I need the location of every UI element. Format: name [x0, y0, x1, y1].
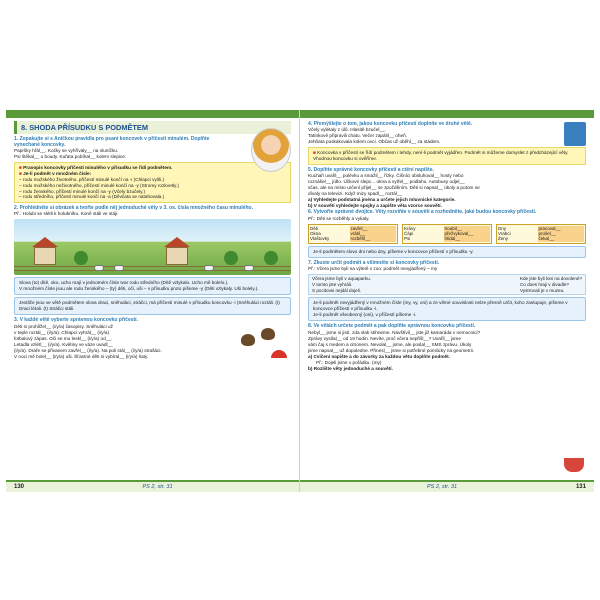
- exercise-4-lines: Včely vylétaly z úlů. Hlasitě bzučel__. Tatínkové připravili chatu. Večer zapálil__ oheň. Jehňata poskakovala kolem ovcí. Občas už oběhl__ za stádem.: [308, 127, 441, 145]
- left-page: [6, 110, 300, 492]
- exercise-5: 5. Doplňte správné koncovky příčestí a ctění napište.: [308, 167, 434, 174]
- right-page: [300, 110, 594, 492]
- exercise-7-example: Př.: Včera jsme byli na výletě v zoo: podmět nevyjádřený – my: [308, 266, 438, 272]
- workbook-ref: PS 2, str. 31: [426, 484, 458, 490]
- word-box-3: Dny Vrabci Ženy pracoval__ prošel__ čekal__: [496, 224, 586, 244]
- workbook-ref: PS 2, str. 31: [142, 484, 173, 490]
- info-box-2: Jestliže jsou ve větě podmětem slova draci, sněhuláci, stráčci, má příčestí minulé v přísudku koncovku -i (Sněhuláci roztáli. (t) Draci létali. (t) Stráčci stáli.: [14, 297, 291, 315]
- page-number: 130: [14, 484, 25, 490]
- exercise-7-sentences: Včera jsme byli v aquaparku. V tomto jste vyhráli. S pocitovsi nejdál dojeli. Kde jste byli loni na dovolené? Co does hraji v divadle? Vystrovali je v muzeu.: [308, 274, 586, 295]
- exercise-6-example: Př.: Děti se rozběhly a vykaly.: [308, 215, 370, 221]
- exercise-8a: a) Cvičení napište a do závorky za každou větu doplňte podmět.: [308, 353, 450, 359]
- word-box-1: Děti Okna Vlaštovky zavřel__ vrátil__ rozběhl__: [308, 224, 398, 244]
- top-bar: [6, 110, 299, 118]
- section-title: 8. SHODA PŘÍSUDKU S PODMĚTEM: [14, 121, 291, 134]
- page-number: 131: [575, 484, 586, 490]
- exercise-6: 6. Vytvořte správné dvojice. Věty rozviňte v souvětí a rozhodněte, jaké budou koncovky příčestí.: [308, 209, 537, 216]
- farm-illustration: [14, 219, 291, 275]
- exercise-8a-example: Př.: Dojeli jsme v pořádku. (my): [316, 359, 382, 365]
- exercise-8: 8. Ve větách určete podmět a pak doplňte správnou koncovku příčestí.: [308, 323, 476, 330]
- exercise-7: 7. Zkuste určit podmět a všimněte si koncovky příčestí.: [308, 259, 440, 266]
- exercise-1-lines: Papršky hřál__. Kočky se vyhřívaly__ na sluníčku. Psi štěkal__ u boudy. Kuřata pobíhal__ kolem slepice.: [14, 148, 127, 160]
- top-bar: [300, 110, 594, 118]
- exercise-1: 1. Zopakujte si s Aničkou pravidla pro psaní koncovek v příčestí minulém. Doplňte vynechané koncovky.: [14, 136, 210, 149]
- teacup-icon: [564, 458, 584, 472]
- word-pairs: [308, 224, 586, 244]
- exercise-3: 3. V každé větě vyberte správnou koncovku příčestí.: [14, 317, 138, 324]
- exercise-2: 2. Prohlédněte si obrázek a tvořte podle něj jednoduché věty v 3. os. čísla množného času minulého.: [14, 205, 253, 212]
- exercise-8b: b) Rozlište věty jednoduché a souvětí.: [308, 365, 393, 371]
- exercise-5b: b) V souvětí vyhledejte spojky a zapište věta vzorce souvětí.: [308, 203, 442, 209]
- right-footer: [300, 480, 594, 492]
- exercise-2-example: Př.: Holubi se slétli k holubníku. Koně stáli ve stáji.: [14, 211, 119, 217]
- info-box-1: Slova (to) dítě, oko, ucho mají v jednotném čísle tvar rodu středního (Dítě vzlykalo. Ucho mě bolelo.). V množném čísle jsou ale rodu ženského – (ty) děti, oči, uši – v přísudku proto píšeme -y (Děti vzlykaly. Uši bolely.).: [14, 277, 291, 295]
- textbook-spread: [6, 110, 594, 492]
- exercise-4: 4. Přemýšlejte o tom, jakou koncovku příčestí doplníte ve druhé větě.: [308, 121, 473, 127]
- beehive-icon: [564, 122, 586, 146]
- birds-illustration: [237, 324, 291, 364]
- info-box-2: Je-li podmět nevyjádřený v množném čísle (my, vy, oni) a ze větné souvislosti nelze přesně určit, koho zastupuje, píšeme v koncovce příčestí v přísudku -i. Je-li podmět všeobecný (oni), v příčestí píšeme -i.: [308, 297, 586, 321]
- info-box-1: Je-li podmětem slovo dni nebo dny, píšeme v koncovce příčestí v přísudku -y.: [308, 246, 586, 258]
- exercise-5-lines: Kuchaři uvařil__ polévku a smažil__ řízky. Čišníci obsluhoval__ hosty nebo roznášel__ jídlo. Účkové slepc... okna a vytřel__ podlahu. Autobusy odjel__ včas, ale na místo určení přijel__ se zpožděním. Děti si napsal__ úkoly a potom se dívaly na televizi. Když mizy spadl__ roztál__: [308, 173, 480, 197]
- rule-box: ■ Koncovka v příčestí se řídí podmětem i tehdy, není-li podmět vyjádřen. Podmět si můžeme domyslet z předcházející věty. Vhodnou koncovku si ověříme.: [308, 147, 586, 165]
- girl-portrait-icon: [251, 128, 291, 172]
- rule-box: ■ Pravopis koncovky příčestí minulého v přísudku se řídí podmětem. ■ Je-li podmět v množném čísle: – rodu mužského životného, příčestí minulé končí na -i (Chlapci vyšli.) – rodu mužského neživotného, příčestí minulé končí na -y (Stromy rozkvetly.) – rodu ženského, příčestí minulé končí na -y (Včely bzučely.) – rodu středního, příčestí minulé končí na -a (Děvčata se natahovala.): [14, 162, 291, 203]
- exercise-3-lines: Děti si prohlížel__ (i/y/a) časopisy. Sněhuláci už v teple roztál__ (i/y/a). Chlapci vyhrál__ (i/y/a) fotbalový zápas. Oči se mu leskl__ (i/y/a) od__. Letadla vzlétl__ (i/y/a). Květiny ve váze uvadl__ (i/y/a). Draře se přivanem zavřel__ (i/y/a). Na poli stál__ (i/y/a) strašáci. V noci mě bolel__ (i/y/a) uši. Šťastné děti si vybíral__ (i/y/a) šaty.: [14, 323, 162, 359]
- left-footer: [6, 480, 299, 492]
- exercise-8-lines: Nebyl__ jsme si jistí, zda vlak stihneme. Navštívil__ jste již kamaráda v nemocnici? Zprávy vysílal__ od 19 hodin. Nevíte, proč včera nepřišl__? Uvařil__ jsme vám čaj s medem a citronem. Nevolal__ jsme, ale poslal__ SMS zprávu. Úkoly jsme napsal__ už dopoledne. Přinesl__ jsme si potřebné pomůcky na geometrii.: [308, 329, 481, 353]
- word-box-2: Krávy Čápi Psi troubil__ přežvykoval__ hlídal__: [402, 224, 492, 244]
- exercise-5a: a) Vyhledejte podstatná jména a určete jejich mluvnické kategorie.: [308, 197, 456, 203]
